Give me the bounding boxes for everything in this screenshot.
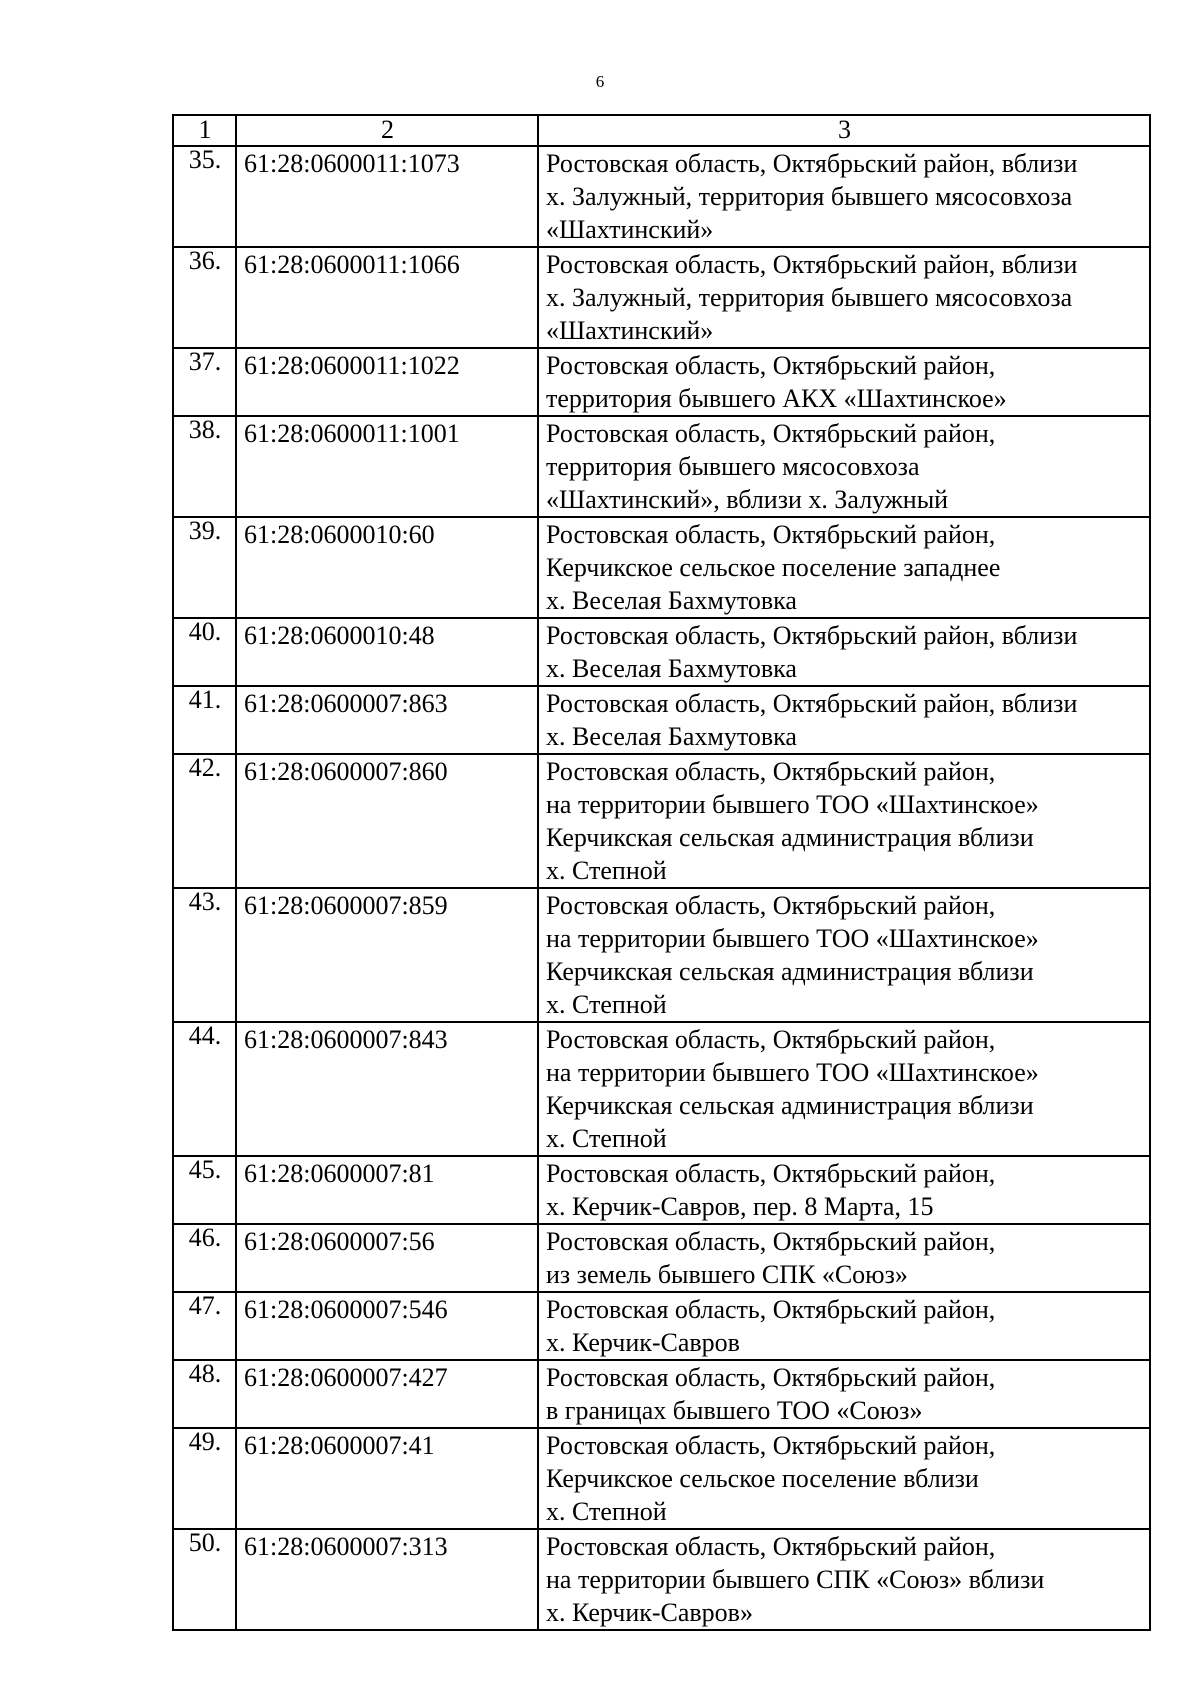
row-number-cell: [173, 618, 236, 686]
address-line: х. Степной: [546, 1124, 667, 1153]
row-number: 36.: [188, 246, 222, 275]
address-line: Ростовская область, Октябрьский район,: [546, 1431, 996, 1460]
row-number-cell: [173, 1428, 236, 1529]
address-cell: [538, 247, 1150, 348]
table-row: [173, 1529, 1150, 1630]
row-number: 41.: [188, 685, 222, 714]
table-row: [173, 146, 1150, 247]
row-number: 43.: [188, 887, 222, 916]
table-header-row: [173, 115, 1150, 146]
address-line: Ростовская область, Октябрьский район, вблизи: [546, 149, 1078, 178]
address-cell: [538, 1224, 1150, 1292]
address-line: х. Керчик-Савров: [546, 1328, 740, 1357]
table-body: [173, 146, 1150, 1630]
address-line: Керчикское сельское поселение западнее: [546, 553, 1001, 582]
address-line: х. Керчик-Савров»: [546, 1598, 753, 1627]
table-row: [173, 247, 1150, 348]
address-line: х. Залужный, территория бывшего мясосовхоза: [546, 182, 1073, 211]
cadastral-number: 61:28:0600011:1073: [236, 146, 538, 247]
row-number: 47.: [188, 1291, 222, 1320]
address-line: Ростовская область, Октябрьский район,: [546, 1532, 996, 1561]
row-number-cell: [173, 348, 236, 416]
row-number: 35.: [188, 145, 222, 174]
land-plots-table: [172, 114, 1151, 1631]
address-cell: [538, 517, 1150, 618]
address-line: Керчикская сельская администрация вблизи: [546, 957, 1034, 986]
address-cell: [538, 1022, 1150, 1156]
cadastral-number: 61:28:0600007:546: [236, 1292, 538, 1360]
cadastral-number: 61:28:0600007:81: [236, 1156, 538, 1224]
row-number-cell: [173, 1156, 236, 1224]
column-header-3: 3: [538, 115, 1150, 146]
address-line: Ростовская область, Октябрьский район,: [546, 1025, 996, 1054]
page-number: 6: [595, 72, 605, 91]
address-line: территория бывшего АКХ «Шахтинское»: [546, 384, 1007, 413]
address-line: Ростовская область, Октябрьский район, вблизи: [546, 689, 1078, 718]
row-number: 49.: [188, 1427, 222, 1456]
address-line: Ростовская область, Октябрьский район,: [546, 1159, 996, 1188]
table-row: [173, 348, 1150, 416]
address-cell: [538, 416, 1150, 517]
address-cell: [538, 618, 1150, 686]
address-cell: [538, 686, 1150, 754]
address-cell: [538, 754, 1150, 888]
table-row: [173, 416, 1150, 517]
table-row: [173, 754, 1150, 888]
address-cell: [538, 1428, 1150, 1529]
table-row: [173, 1360, 1150, 1428]
address-line: Ростовская область, Октябрьский район,: [546, 419, 996, 448]
row-number: 38.: [188, 415, 222, 444]
table-row: [173, 517, 1150, 618]
cadastral-number: 61:28:0600011:1001: [236, 416, 538, 517]
row-number-cell: [173, 888, 236, 1022]
address-line: х. Керчик-Савров, пер. 8 Марта, 15: [546, 1192, 934, 1221]
cadastral-number: 61:28:0600010:48: [236, 618, 538, 686]
cadastral-number: 61:28:0600007:859: [236, 888, 538, 1022]
address-line: Ростовская область, Октябрьский район,: [546, 520, 996, 549]
table-row: [173, 1224, 1150, 1292]
table-row: [173, 686, 1150, 754]
address-line: Ростовская область, Октябрьский район,: [546, 1227, 996, 1256]
cadastral-number: 61:28:0600007:863: [236, 686, 538, 754]
cadastral-number: 61:28:0600007:860: [236, 754, 538, 888]
column-header-2: 2: [236, 115, 538, 146]
row-number: 48.: [188, 1359, 222, 1388]
address-line: х. Степной: [546, 856, 667, 885]
address-line: в границах бывшего ТОО «Союз»: [546, 1396, 923, 1425]
address-cell: [538, 888, 1150, 1022]
table-row: [173, 1156, 1150, 1224]
address-line: х. Веселая Бахмутовка: [546, 654, 797, 683]
address-line: «Шахтинский»: [546, 316, 714, 345]
address-line: х. Степной: [546, 990, 667, 1019]
row-number-cell: [173, 1529, 236, 1630]
address-line: Керчикская сельская администрация вблизи: [546, 1091, 1034, 1120]
row-number-cell: [173, 1224, 236, 1292]
row-number: 40.: [188, 617, 222, 646]
row-number-cell: [173, 517, 236, 618]
row-number: 46.: [188, 1223, 222, 1252]
column-header-1: 1: [173, 115, 236, 146]
table-row: [173, 888, 1150, 1022]
table-row: [173, 1428, 1150, 1529]
address-line: Ростовская область, Октябрьский район, вблизи: [546, 621, 1078, 650]
table-row: [173, 618, 1150, 686]
address-line: на территории бывшего СПК «Союз» вблизи: [546, 1565, 1045, 1594]
address-cell: [538, 1292, 1150, 1360]
row-number-cell: [173, 686, 236, 754]
cadastral-number: 61:28:0600010:60: [236, 517, 538, 618]
address-line: Ростовская область, Октябрьский район,: [546, 1295, 996, 1324]
row-number: 39.: [188, 516, 222, 545]
address-line: Керчикская сельская администрация вблизи: [546, 823, 1034, 852]
address-cell: [538, 348, 1150, 416]
cadastral-number: 61:28:0600007:843: [236, 1022, 538, 1156]
address-line: «Шахтинский»: [546, 215, 714, 244]
cadastral-number: 61:28:0600007:313: [236, 1529, 538, 1630]
table-row: [173, 1022, 1150, 1156]
address-cell: [538, 1156, 1150, 1224]
address-cell: [538, 146, 1150, 247]
address-line: х. Веселая Бахмутовка: [546, 722, 797, 751]
row-number-cell: [173, 146, 236, 247]
address-line: на территории бывшего ТОО «Шахтинское»: [546, 924, 1039, 953]
row-number-cell: [173, 1360, 236, 1428]
cadastral-number: 61:28:0600007:41: [236, 1428, 538, 1529]
address-cell: [538, 1529, 1150, 1630]
row-number: 45.: [188, 1155, 222, 1184]
address-line: на территории бывшего ТОО «Шахтинское»: [546, 790, 1039, 819]
address-line: Ростовская область, Октябрьский район,: [546, 891, 996, 920]
address-line: Керчикское сельское поселение вблизи: [546, 1464, 979, 1493]
row-number-cell: [173, 754, 236, 888]
address-line: на территории бывшего ТОО «Шахтинское»: [546, 1058, 1039, 1087]
row-number-cell: [173, 247, 236, 348]
address-line: из земель бывшего СПК «Союз»: [546, 1260, 908, 1289]
cadastral-number: 61:28:0600011:1022: [236, 348, 538, 416]
row-number: 42.: [188, 753, 222, 782]
row-number: 44.: [188, 1021, 222, 1050]
address-line: Ростовская область, Октябрьский район,: [546, 757, 996, 786]
row-number: 37.: [188, 347, 222, 376]
cadastral-number: 61:28:0600007:56: [236, 1224, 538, 1292]
table-row: [173, 1292, 1150, 1360]
address-cell: [538, 1360, 1150, 1428]
address-line: территория бывшего мясосовхоза: [546, 452, 920, 481]
address-line: Ростовская область, Октябрьский район,: [546, 351, 996, 380]
address-line: х. Веселая Бахмутовка: [546, 586, 797, 615]
address-line: «Шахтинский», вблизи х. Залужный: [546, 485, 949, 514]
address-line: Ростовская область, Октябрьский район, вблизи: [546, 250, 1078, 279]
row-number-cell: [173, 416, 236, 517]
cadastral-number: 61:28:0600007:427: [236, 1360, 538, 1428]
cadastral-number: 61:28:0600011:1066: [236, 247, 538, 348]
address-line: Ростовская область, Октябрьский район,: [546, 1363, 996, 1392]
row-number-cell: [173, 1292, 236, 1360]
address-line: х. Степной: [546, 1497, 667, 1526]
address-line: х. Залужный, территория бывшего мясосовхоза: [546, 283, 1073, 312]
row-number: 50.: [188, 1528, 222, 1557]
row-number-cell: [173, 1022, 236, 1156]
